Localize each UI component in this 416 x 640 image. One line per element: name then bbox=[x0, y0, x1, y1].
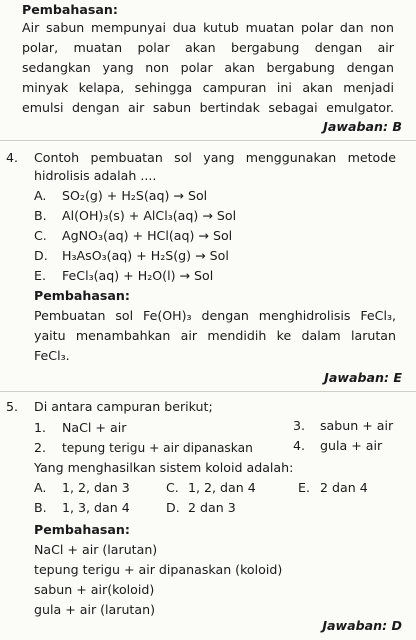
q5-option-letter: A. bbox=[34, 480, 47, 495]
q4-option-letter: D. bbox=[34, 248, 48, 263]
q3-explanation-line: emulsi dengan air sabun bertindak sebagai emulgator. bbox=[22, 100, 394, 115]
q5-question: Di antara campuran berikut; bbox=[34, 399, 213, 414]
section-divider bbox=[0, 391, 416, 392]
q5-item-number: 1. bbox=[34, 420, 47, 435]
q4-option-letter: E. bbox=[34, 268, 46, 283]
q4-option-d: H₃AsO₃(aq) + H₂S(g) → Sol bbox=[62, 248, 229, 263]
q4-answer: Jawaban: E bbox=[324, 370, 402, 385]
q3-answer: Jawaban: B bbox=[323, 119, 402, 134]
q5-option-e: 2 dan 4 bbox=[320, 480, 368, 495]
q5-explanation-line: gula + air (larutan) bbox=[34, 602, 155, 617]
q4-option-a: SO₂(g) + H₂S(aq) → Sol bbox=[62, 188, 208, 203]
q5-option-letter: D. bbox=[166, 500, 180, 515]
q4-question-line: hidrolisis adalah .... bbox=[34, 168, 157, 183]
q3-explanation-line: Air sabun mempunyai dua kutub muatan polar dan non bbox=[22, 20, 394, 35]
q3-explanation-line: sedangkan yang non polar akan bergabung dengan bbox=[22, 60, 394, 75]
q5-item-1: NaCl + air bbox=[62, 420, 127, 435]
q4-option-letter: A. bbox=[34, 188, 47, 203]
q5-item-2: tepung terigu + air dipanaskan bbox=[62, 441, 253, 455]
q5-option-c: 1, 2, dan 4 bbox=[188, 480, 256, 495]
q5-pembahasan-label: Pembahasan: bbox=[34, 522, 130, 537]
q5-item-4: gula + air bbox=[320, 438, 383, 453]
q4-pembahasan-label: Pembahasan: bbox=[34, 288, 130, 303]
q5-answer: Jawaban: D bbox=[322, 618, 402, 633]
q5-number: 5. bbox=[6, 399, 19, 414]
q4-option-e: FeCl₃(aq) + H₂O(l) → Sol bbox=[62, 268, 214, 283]
q3-explanation-line: polar, muatan polar akan bergabung dengan air bbox=[22, 40, 394, 55]
q4-explanation-line: FeCl₃. bbox=[34, 348, 70, 363]
q5-prompt: Yang menghasilkan sistem koloid adalah: bbox=[34, 460, 294, 475]
q4-option-b: Al(OH)₃(s) + AlCl₃(aq) → Sol bbox=[62, 208, 237, 223]
q5-item-number: 4. bbox=[293, 438, 306, 453]
q5-option-letter: B. bbox=[34, 500, 47, 515]
q4-option-letter: B. bbox=[34, 208, 47, 223]
q3-explanation-line: minyak kelapa, sehingga campuran ini akan menjadi bbox=[22, 80, 394, 95]
q4-question-line: Contoh pembuatan sol yang menggunakan metode bbox=[34, 150, 396, 165]
section-divider bbox=[0, 140, 416, 141]
q5-item-3: sabun + air bbox=[320, 418, 394, 433]
q3-pembahasan-label: Pembahasan: bbox=[22, 2, 118, 17]
q5-option-a: 1, 2, dan 3 bbox=[62, 480, 130, 495]
q5-option-letter: C. bbox=[166, 480, 179, 495]
q4-option-c: AgNO₃(aq) + HCl(aq) → Sol bbox=[62, 228, 233, 243]
q5-explanation-line: NaCl + air (larutan) bbox=[34, 542, 158, 557]
q5-item-number: 2. bbox=[34, 440, 47, 455]
q5-option-b: 1, 3, dan 4 bbox=[62, 500, 130, 515]
q5-explanation-line: sabun + air(koloid) bbox=[34, 582, 155, 597]
q4-explanation-line: Pembuatan sol Fe(OH)₃ dengan menghidrolisis FeCl₃, bbox=[34, 308, 396, 323]
q5-option-letter: E. bbox=[298, 480, 310, 495]
q5-explanation-line: tepung terigu + air dipanaskan (koloid) bbox=[34, 562, 283, 577]
q4-explanation-line: yaitu menambahkan air mendidih ke dalam larutan bbox=[34, 328, 396, 343]
q5-item-number: 3. bbox=[293, 418, 306, 433]
q5-option-d: 2 dan 3 bbox=[188, 500, 236, 515]
q4-number: 4. bbox=[6, 150, 19, 165]
q4-option-letter: C. bbox=[34, 228, 47, 243]
